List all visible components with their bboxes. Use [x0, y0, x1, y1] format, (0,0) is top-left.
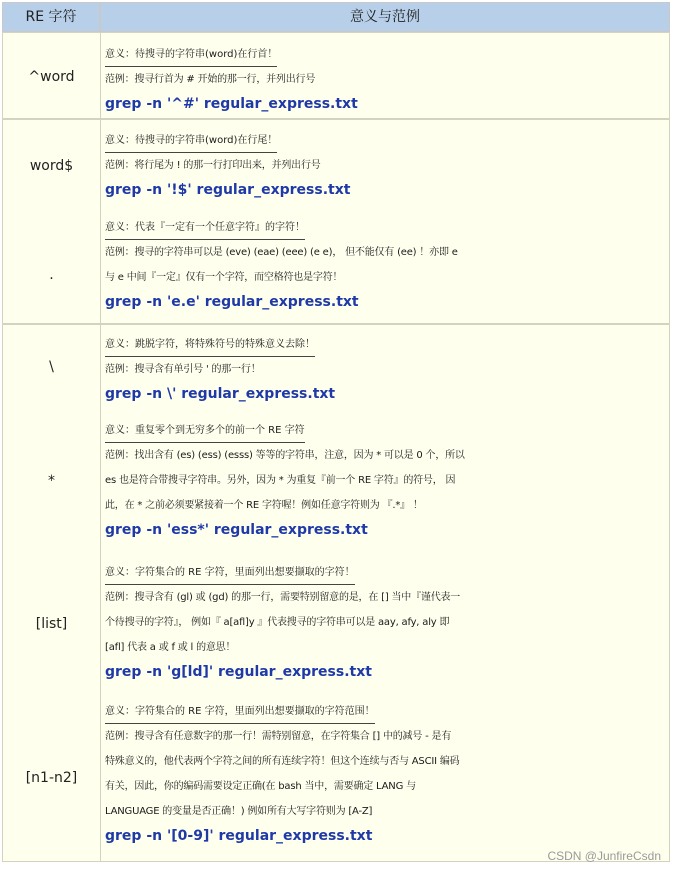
example-text: 与 e 中间『一定』仅有一个字符，而空格符也是字符！ [105, 272, 343, 283]
command-text: grep -n \' regular_express.txt [105, 386, 336, 402]
example-text: LANGUAGE 的变量是否正确！) 例如所有大写字符则为 [A-Z] [105, 806, 373, 817]
example-text: 范例：搜寻含有 (gl) 或 (gd) 的那一行，需要特别留意的是，在 [] 当中『谨代表一 [105, 592, 461, 603]
command-text: grep -n 'e.e' regular_express.txt [105, 294, 359, 310]
meaning-text: 意义：待搜寻的字符串(word)在行首！ [105, 44, 277, 67]
meaning-text: 意义：重复零个到无穷多个的前一个 RE 字符 [105, 420, 305, 443]
meaning-text: 意义：字符集合的 RE 字符，里面列出想要撷取的字符！ [105, 562, 355, 585]
command-text: grep -n '!$' regular_express.txt [105, 182, 351, 198]
example-text: 范例：搜寻行首为 # 开始的那一行，并列出行号 [105, 74, 316, 85]
re-char-key: . [49, 267, 54, 283]
example-text: 范例：搜寻的字符串可以是 (eve) (eae) (eee) (e e)， 但不能仅有 (ee) ！亦即 e [105, 247, 458, 258]
entry [105, 128, 670, 203]
example-text: 特殊意义的，他代表两个字符之间的所有连续字符！但这个连续与否与 ASCII 编码 [105, 756, 460, 767]
command-text: grep -n 'g[ld]' regular_express.txt [105, 664, 372, 680]
entry [105, 699, 670, 849]
example-text: 有关，因此，你的编码需要设定正确(在 bash 当中，需要确定 LANG 与 [105, 781, 416, 792]
re-char-key: [list] [35, 616, 68, 632]
re-char-key: \ [49, 359, 54, 375]
meaning-text: 意义：跳脱字符，将特殊符号的特殊意义去除！ [105, 334, 315, 357]
key-cell [3, 120, 101, 323]
meaning-text: 意义：待搜寻的字符串(word)在行尾！ [105, 130, 277, 153]
entry [105, 332, 670, 407]
key-cell [3, 325, 101, 861]
row-group [2, 32, 670, 119]
example-text: 个待搜寻的字符』， 例如『 a[afl]y 』代表搜寻的字符串可以是 aay, afy, aly 即 [105, 617, 450, 628]
example-text: 范例：搜寻含有单引号 ' 的那一行！ [105, 364, 261, 375]
watermark: CSDN @JunfireCsdn [547, 849, 661, 863]
re-char-key: [n1-n2] [25, 770, 78, 786]
example-text: 范例：搜寻含有任意数字的那一行！需特别留意，在字符集合 [] 中的减号 - 是有 [105, 731, 452, 742]
re-char-key: * [48, 473, 55, 489]
entry [105, 418, 670, 543]
entry [105, 215, 670, 315]
key-cell [3, 33, 101, 118]
example-text: [afl] 代表 a 或 f 或 l 的意思！ [105, 642, 236, 653]
example-text: 范例：将行尾为 ! 的那一行打印出来，并列出行号 [105, 160, 321, 171]
entry [105, 560, 670, 685]
example-text: es 也是符合带搜寻字符串。另外，因为 * 为重复『前一个 RE 字符』的符号， 因 [105, 475, 456, 486]
header-re-char: RE 字符 [2, 2, 100, 32]
example-text: 范例：找出含有 (es) (ess) (esss) 等等的字符串，注意，因为 * 可以是 0 个，所以 [105, 450, 465, 461]
row-group [2, 324, 670, 862]
meaning-text: 意义：代表『一定有一个任意字符』的字符！ [105, 217, 305, 240]
example-text: 此，在 * 之前必须要紧接着一个 RE 字符喔！例如任意字符则为 『.*』 ！ [105, 500, 423, 511]
command-text: grep -n '^#' regular_express.txt [105, 96, 358, 112]
meaning-text: 意义：字符集合的 RE 字符，里面列出想要撷取的字符范围！ [105, 701, 375, 724]
command-text: grep -n 'ess*' regular_express.txt [105, 522, 368, 538]
entry [105, 42, 670, 117]
command-text: grep -n '[0-9]' regular_express.txt [105, 828, 373, 844]
row-group [2, 119, 670, 324]
re-char-key: word$ [29, 158, 74, 174]
re-char-key: ^word [28, 69, 75, 85]
header-meaning-example: 意义与范例 [100, 2, 670, 32]
